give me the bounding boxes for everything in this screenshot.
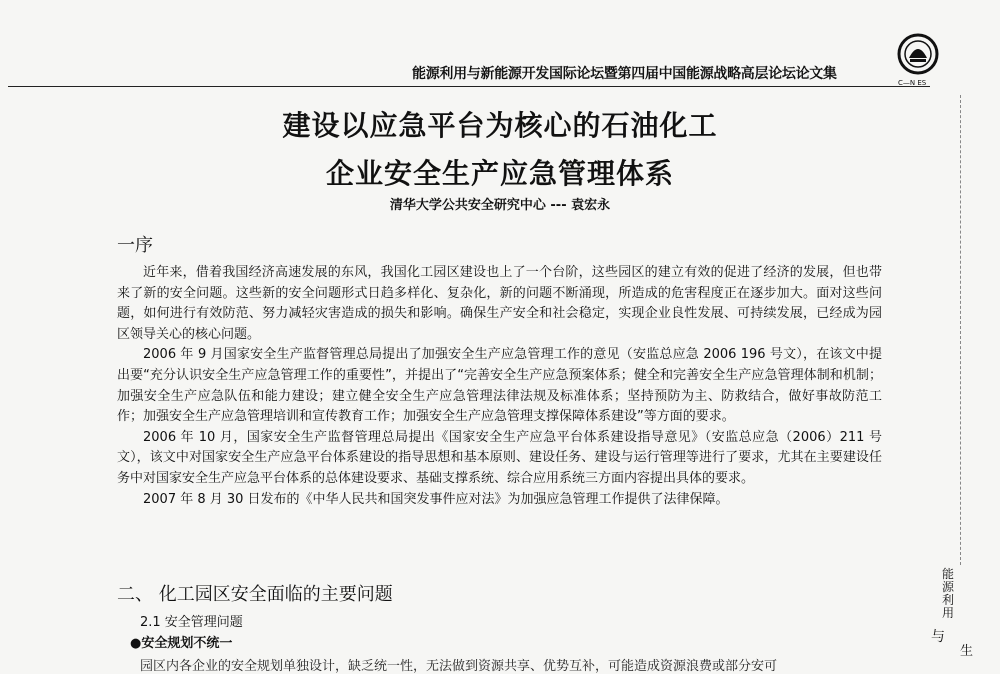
- header-rule: [8, 86, 930, 87]
- paragraph: 近年来，借着我国经济高速发展的东风，我国化工园区建设也上了一个台阶，这些园区的建立有效的促进了经济的发展，但也带来了新的安全问题。这些新的安全问题形式日趋多样化、复杂化，新的问题不断涌现，所造成的危害程度正在逐步加大。面对这些问题，如何进行有效防范、努力减轻灾害造成的损失和影响。确保生产安全和社会稳定，实现企业良性发展、可持续发展，已经成为园区领导关心的核心问题。: [117, 265, 882, 342]
- section-heading-2: 二、 化工园区安全面临的主要问题: [117, 584, 393, 605]
- paragraph: 2006 年 9 月国家安全生产监督管理总局提出了加强安全生产应急管理工作的意见（安监总应急 2006 196 号文），在该文中提出要“充分认识安全生产应急管理工作的重要性”，并提出了“完善安全生产应急预案体系；健全和完善安全生产应急管理体制和机制；加强安全生产应急队伍和能力建设；建立健全安全生产应急管理法律法规及标准体系；坚持预防为主、防救结合，做好事故防范工作；加强安全生产应急管理培训和宣传教育工作；加强安全生产应急管理支撑保障体系建设”等方面的要求。: [117, 347, 882, 425]
- body-text: [117, 263, 882, 510]
- bullet-heading: ●安全规划不统一: [130, 636, 233, 651]
- side-char-sheng: 生: [960, 644, 974, 659]
- side-vertical-text: 能源利用: [942, 567, 955, 620]
- section-heading-1: 一序: [117, 235, 153, 256]
- cutoff-text-line: 园区内各企业的安全规划单独设计，缺乏统一性，无法做到资源共享、优势互补，可能造成资源浪费或部分安可: [140, 659, 778, 674]
- subsection-heading: 2.1 安全管理问题: [140, 615, 243, 630]
- running-header: 能源利用与新能源开发国际论坛暨第四届中国能源战略高层论坛论文集: [412, 66, 837, 82]
- title-line-2: 企业安全生产应急管理体系: [325, 157, 674, 190]
- logo-caption: C—N ES: [898, 79, 927, 87]
- title-line-1: 建设以应急平台为核心的石油化工: [282, 109, 718, 142]
- conference-logo-icon: [896, 32, 940, 80]
- author-line: 清华大学公共安全研究中心 --- 袁宏永: [389, 198, 611, 213]
- side-char-yu: 与: [931, 629, 945, 645]
- paragraph: 2006 年 10 月，国家安全生产监督管理总局提出《国家安全生产应急平台体系建设指导意见》（安监总应急（2006）211 号文），该文中对国家安全生产应急平台体系建设的指导思想和基本原则、建设任务、建设与运行管理等进行了要求，尤其在主要建设任务中对国家安全生产应急平台体系的总体建设要求、基础支撑系统、综合应用系统三方面内容提出具体的要求。: [117, 429, 882, 486]
- paragraph: 2007 年 8 月 30 日发布的《中华人民共和国突发事件应对法》为加强应急管理工作提供了法律保障。: [143, 491, 729, 507]
